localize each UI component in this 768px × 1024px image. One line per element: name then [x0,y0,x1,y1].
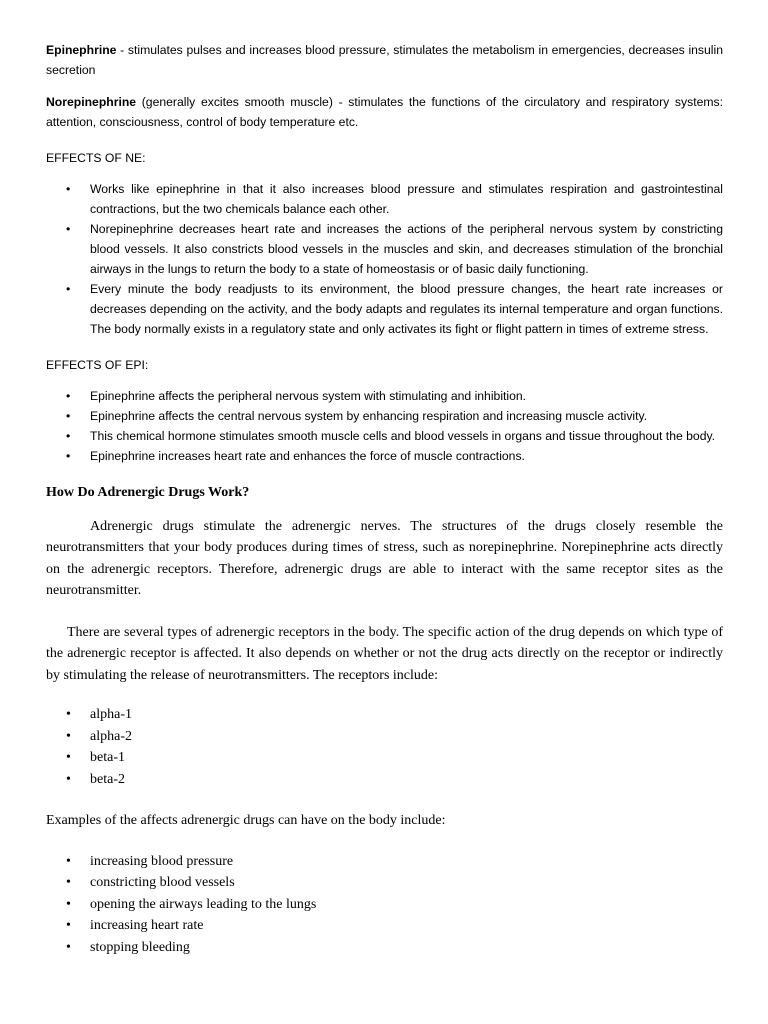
list-item [46,726,723,748]
list-item-text: beta-1 [90,750,125,765]
bullet-icon: • [66,282,71,296]
effects-ne-heading: EFFECTS OF NE: [46,151,146,165]
list-item [46,406,723,426]
bullet-icon: • [66,389,71,403]
list-item [46,426,723,446]
list-item [46,446,723,466]
list-item-text: Epinephrine affects the central nervous system by enhancing respiration and increasing muscle activity. [90,409,648,423]
list-item [46,915,723,937]
effects-ne-list [46,179,723,339]
bullet-icon: • [66,409,71,423]
bullet-icon: • [66,728,71,744]
epinephrine-term: Epinephrine [46,43,117,57]
epinephrine-description: - stimulates pulses and increases blood pressure, stimulates the metabolism in emergencies, decreases insulin secretion [46,43,723,77]
receptor-list [46,704,723,790]
bullet-icon: • [66,449,71,463]
list-item-text: increasing heart rate [90,918,204,933]
list-item [46,179,723,219]
list-item [46,872,723,894]
list-item [46,219,723,279]
list-item [46,704,723,726]
list-item-text: constricting blood vessels [90,875,235,890]
epinephrine-paragraph [46,40,723,80]
bullet-icon: • [66,853,71,869]
effects-epi-list [46,386,723,466]
list-item-text: beta-2 [90,771,125,787]
adrenergic-paragraph-1: Adrenergic drugs stimulate the adrenergic nerves. The structures of the drugs closely resemble the neurotransmitters that your body produces during times of stress, such as norepinephrine. Norepinephrine acts directly on the adrenergic receptors. Therefore, adrenergic drugs are able to interact with the same receptor sites as the neurotransmitter. [46,518,723,598]
list-item-text: opening the airways leading to the lungs [90,896,317,912]
bullet-icon: • [66,771,71,787]
norepinephrine-paragraph [46,92,723,132]
list-item-text: Epinephrine affects the peripheral nervous system with stimulating and inhibition. [90,389,527,403]
list-item-text: stopping bleeding [90,939,190,955]
bullet-icon: • [66,939,71,955]
bullet-icon: • [66,750,71,765]
bullet-icon: • [66,429,71,443]
list-item-text: Works like epinephrine in that it also increases blood pressure and stimulates respiration and gastrointestinal contractions, but the two chemicals balance each other. [90,182,723,216]
norepinephrine-description: (generally excites smooth muscle) - stimulates the functions of the circulatory and respiratory systems: attention, consciousness, control of body temperature etc. [46,95,723,129]
list-item-text: alpha-1 [90,707,132,722]
bullet-icon: • [66,896,71,912]
list-item-text: increasing blood pressure [90,853,234,869]
norepinephrine-term: Norepinephrine [46,95,137,109]
effects-epi-heading: EFFECTS OF EPI: [46,358,149,372]
list-item [46,747,723,769]
examples-intro: Examples of the affects adrenergic drugs can have on the body include: [46,813,446,828]
list-item [46,894,723,916]
list-item-text: Every minute the body readjusts to its environment, the blood pressure changes, the heart rate increases or decreases depending on the activity, and the body adapts and regulates its internal temperature and organ functions. The body normally exists in a regulatory state and only activates its fight or flight pattern in times of extreme stress. [90,282,723,336]
list-item-text: alpha-2 [90,728,132,744]
list-item [46,937,723,959]
document-page [46,40,723,978]
list-item [46,386,723,406]
examples-list [46,851,723,959]
section-heading: How Do Adrenergic Drugs Work? [46,485,250,500]
list-item-text: Norepinephrine decreases heart rate and increases the actions of the peripheral nervous system by constricting blood vessels. It also constricts blood vessels in the muscles and skin, and decreases stimulation of the bronchial airways in the lungs to return the body to a state of homeostasis or of basic daily functioning. [90,222,723,276]
bullet-icon: • [66,182,71,196]
bullet-icon: • [66,222,71,236]
list-item [46,851,723,873]
adrenergic-paragraph-2: There are several types of adrenergic receptors in the body. The specific action of the drug depends on which type of the adrenergic receptor is affected. It also depends on whether or not the drug acts directly on the receptor or indirectly by stimulating the release of neurotransmitters. The receptors include: [46,624,723,683]
list-item [46,279,723,339]
bullet-icon: • [66,707,71,722]
list-item [46,769,723,791]
list-item-text: Epinephrine increases heart rate and enhances the force of muscle contractions. [90,449,525,463]
list-item-text: This chemical hormone stimulates smooth muscle cells and blood vessels in organs and tissue throughout the body. [90,429,716,443]
bullet-icon: • [66,875,71,890]
bullet-icon: • [66,918,71,933]
